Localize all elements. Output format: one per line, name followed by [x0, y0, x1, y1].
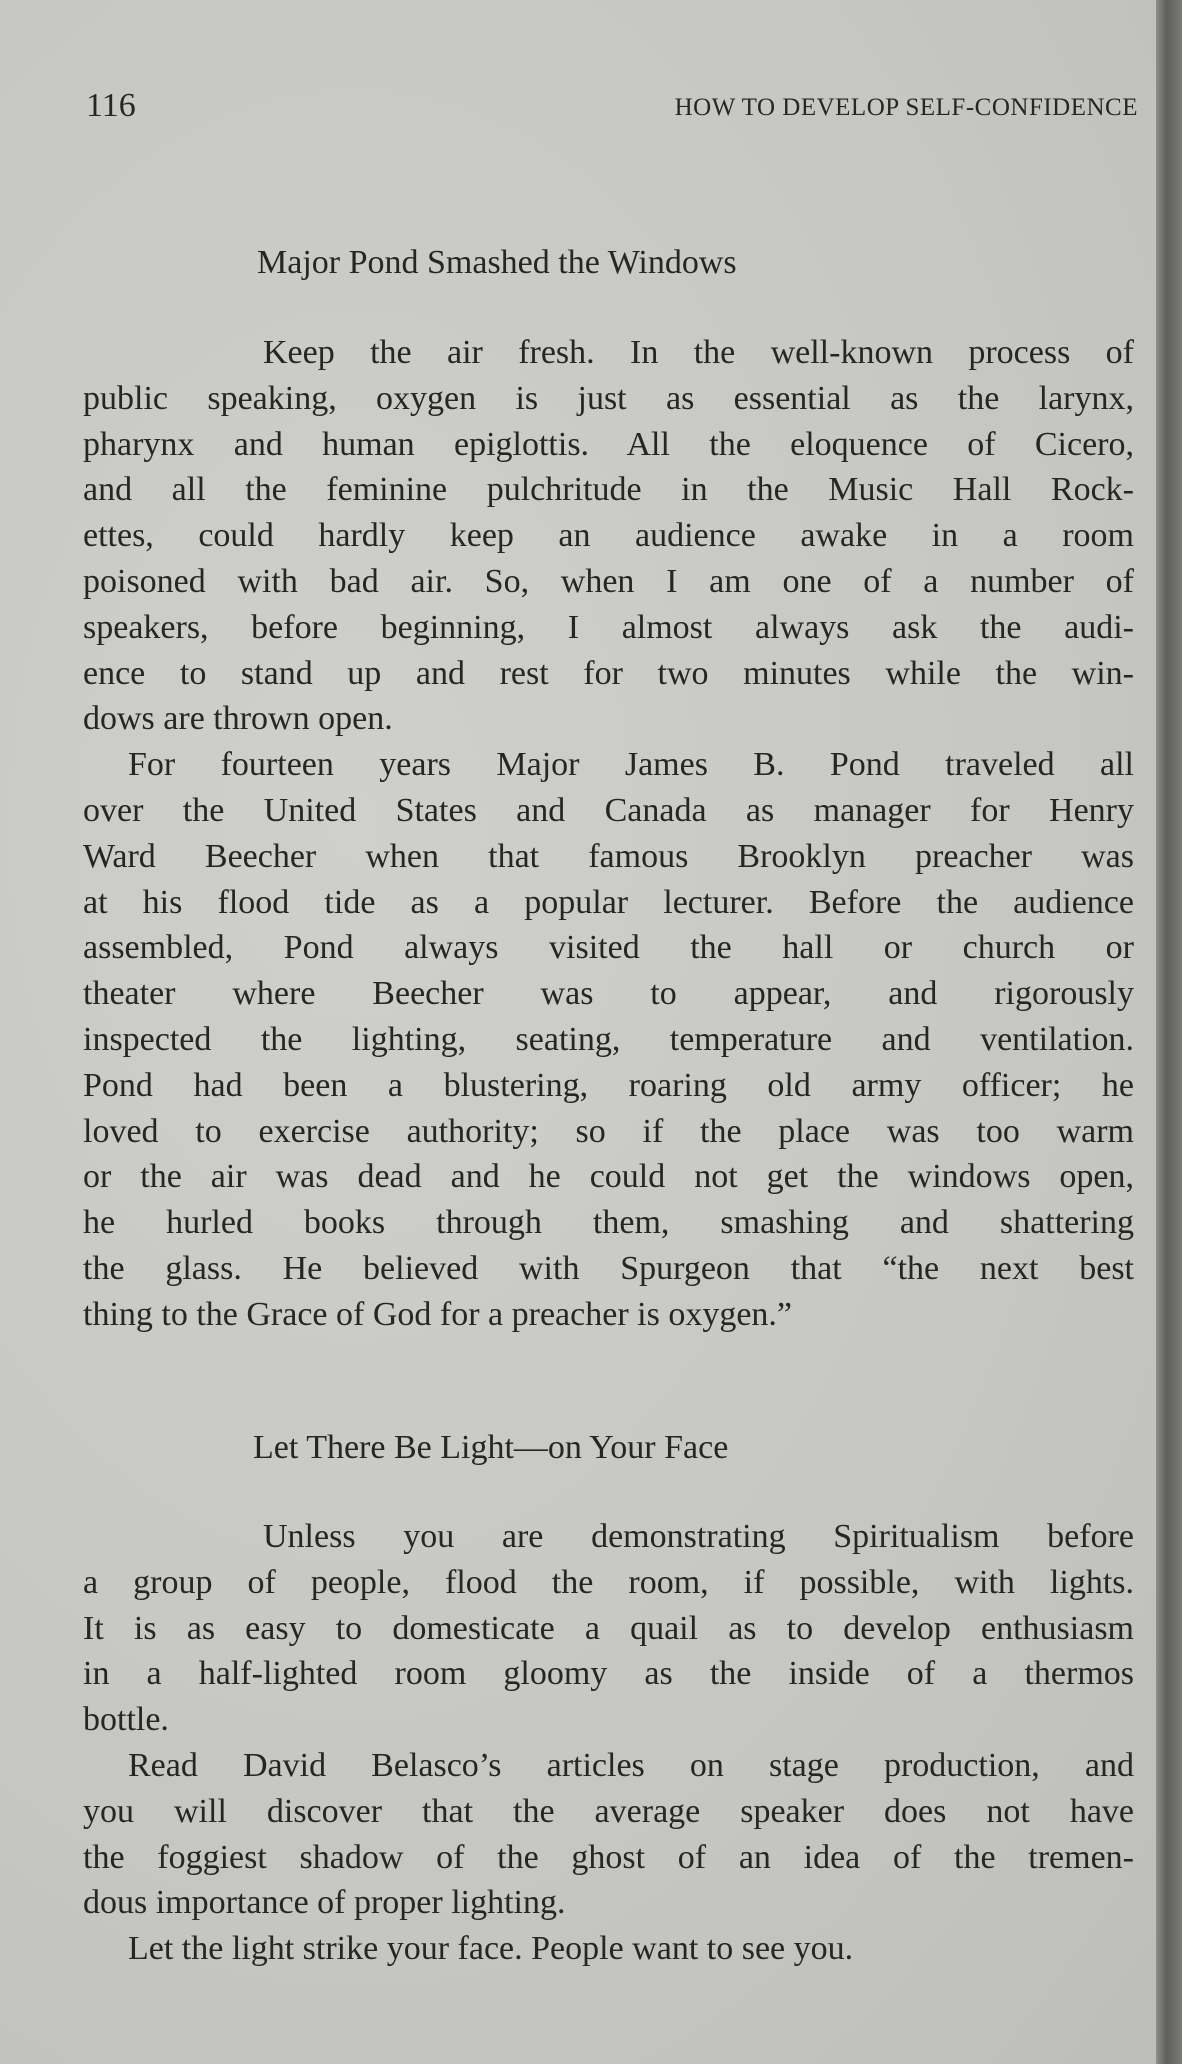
text-line: Let the light strike your face. People want to see you.	[128, 1930, 854, 1968]
section-heading: Major Pond Smashed the Windows	[257, 244, 737, 281]
text-line: at his flood tide as a popular lecturer. Before the audience	[83, 883, 1134, 921]
text-line: the foggiest shadow of the ghost of an idea of the tremen-	[83, 1838, 1134, 1876]
text-line: dows are thrown open.	[83, 700, 393, 738]
text-line: the glass. He believed with Spurgeon that “the next best	[83, 1249, 1134, 1287]
section-body	[83, 330, 1134, 1338]
text-line: theater where Beecher was to appear, and rigorously	[83, 975, 1134, 1013]
text-line: or the air was dead and he could not get the windows open,	[83, 1158, 1134, 1196]
text-line: assembled, Pond always visited the hall or church or	[83, 929, 1134, 967]
text-line: thing to the Grace of God for a preacher is oxygen.”	[83, 1295, 793, 1333]
text-line: dous importance of proper lighting.	[83, 1884, 566, 1922]
text-line: It is as easy to domesticate a quail as to develop enthusiasm	[83, 1609, 1134, 1647]
running-head: HOW TO DEVELOP SELF-CONFIDENCE	[674, 94, 1138, 121]
text-line: public speaking, oxygen is just as essential as the larynx,	[83, 379, 1134, 417]
text-line: bottle.	[83, 1701, 169, 1739]
section-body	[83, 1514, 1134, 1972]
paragraph	[83, 1514, 1134, 1743]
text-line: Pond had been a blustering, roaring old army officer; he	[83, 1066, 1134, 1104]
text-line: over the United States and Canada as manager for Henry	[83, 791, 1134, 829]
text-line: he hurled books through them, smashing and shattering	[83, 1204, 1134, 1242]
text-line: inspected the lighting, seating, temperature and ventilation.	[83, 1020, 1134, 1058]
text-line: a group of people, flood the room, if possible, with lights.	[83, 1563, 1134, 1601]
text-line: and all the feminine pulchritude in the Music Hall Rock-	[83, 471, 1134, 509]
paragraph	[83, 1926, 1134, 1972]
text-line: Keep the air fresh. In the well-known process of	[263, 334, 1134, 371]
text-line: For fourteen years Major James B. Pond traveled all	[128, 746, 1134, 784]
text-line: you will discover that the average speaker does not have	[83, 1792, 1134, 1830]
text-line: loved to exercise authority; so if the place was too warm	[83, 1112, 1134, 1150]
text-line: Ward Beecher when that famous Brooklyn preacher was	[83, 837, 1134, 875]
text-line: poisoned with bad air. So, when I am one of a number of	[83, 562, 1134, 600]
text-line: in a half-lighted room gloomy as the inside of a thermos	[83, 1655, 1134, 1693]
text-line: ence to stand up and rest for two minutes while the win-	[83, 654, 1134, 692]
text-line: Unless you are demonstrating Spiritualism before	[263, 1518, 1134, 1555]
paragraph	[83, 330, 1134, 742]
paragraph	[83, 742, 1134, 1337]
book-gutter-edge	[1156, 0, 1182, 2064]
text-line: pharynx and human epiglottis. All the eloquence of Cicero,	[83, 425, 1134, 463]
paragraph	[83, 1743, 1134, 1926]
text-line: speakers, before beginning, I almost always ask the audi-	[83, 608, 1134, 646]
text-line: Read David Belasco’s articles on stage production, and	[128, 1746, 1134, 1784]
page-number: 116	[86, 87, 136, 124]
section-heading: Let There Be Light—on Your Face	[253, 1429, 729, 1466]
text-line: ettes, could hardly keep an audience awake in a room	[83, 517, 1134, 555]
